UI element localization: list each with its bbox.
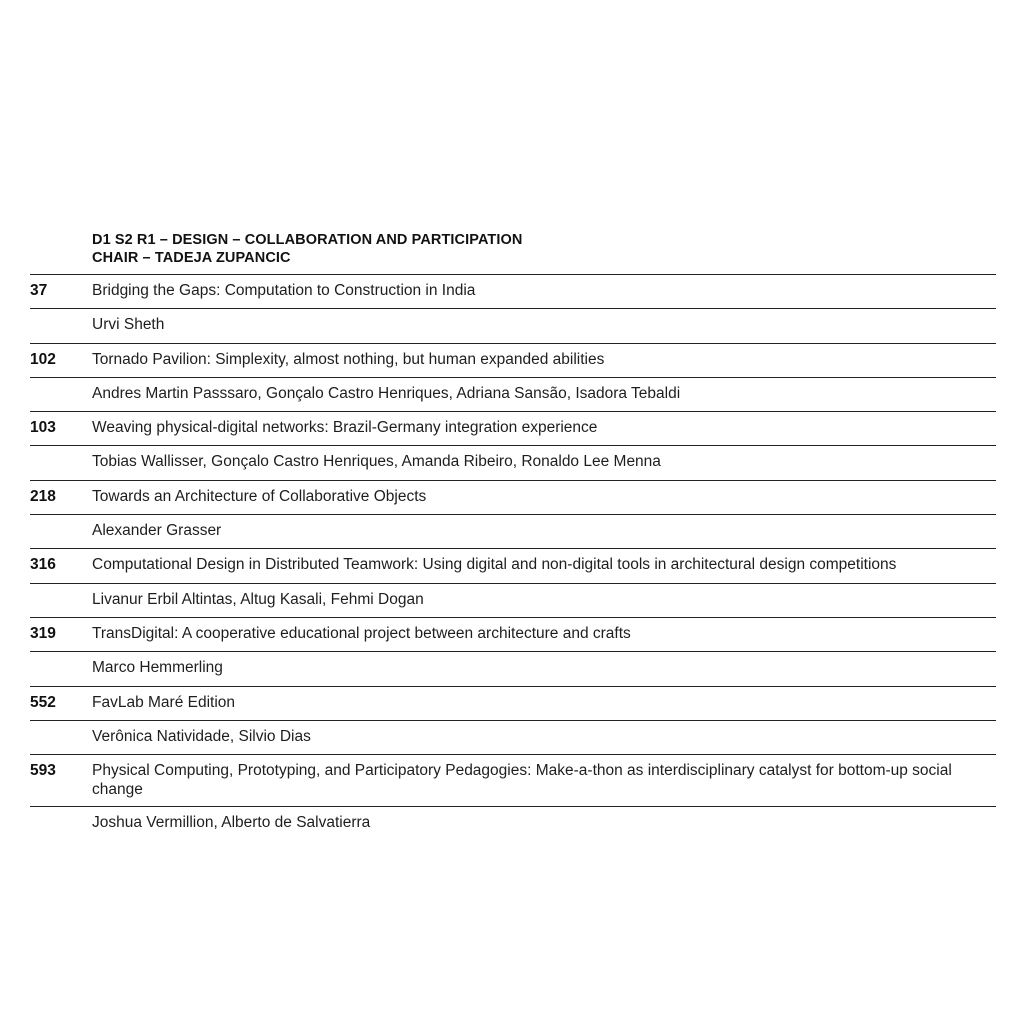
paper-authors: Joshua Vermillion, Alberto de Salvatierra	[92, 814, 371, 832]
paper-number: 218	[30, 487, 56, 505]
paper-number: 316	[30, 556, 56, 574]
paper-authors: Tobias Wallisser, Gonçalo Castro Henriques, Amanda Ribeiro, Ronaldo Lee Menna	[92, 453, 661, 471]
paper-authors-row	[30, 721, 996, 755]
paper-entry	[30, 549, 996, 618]
paper-entry	[30, 275, 996, 344]
paper-authors-row	[30, 584, 996, 618]
paper-title: Computational Design in Distributed Teamwork: Using digital and non-digital tools in architectural design competitions	[92, 556, 897, 574]
paper-list	[30, 275, 996, 841]
paper-title: TransDigital: A cooperative educational project between architecture and crafts	[92, 624, 631, 642]
paper-title-row	[30, 275, 996, 309]
paper-number: 319	[30, 624, 56, 642]
paper-title: FavLab Maré Edition	[92, 693, 236, 711]
paper-title: Tornado Pavilion: Simplexity, almost nothing, but human expanded abilities	[92, 350, 605, 368]
paper-authors: Livanur Erbil Altintas, Altug Kasali, Fehmi Dogan	[92, 590, 424, 608]
paper-entry	[30, 344, 996, 413]
session-chair: CHAIR – TADEJA ZUPANCIC	[92, 250, 291, 266]
paper-entry	[30, 687, 996, 756]
paper-title: Towards an Architecture of Collaborative Objects	[92, 487, 427, 505]
paper-authors-row	[30, 309, 996, 343]
paper-number: 593	[30, 762, 56, 780]
paper-number: 37	[30, 282, 48, 299]
paper-title-row	[30, 755, 996, 807]
paper-number: 103	[30, 419, 56, 437]
session-block	[30, 231, 996, 841]
paper-authors-row	[30, 446, 996, 480]
session-title: D1 S2 R1 – DESIGN – COLLABORATION AND PARTICIPATION	[92, 232, 523, 248]
paper-entry	[30, 755, 996, 841]
paper-entry	[30, 412, 996, 481]
paper-authors: Urvi Sheth	[92, 316, 165, 334]
paper-title-row	[30, 618, 996, 652]
paper-authors-row	[30, 515, 996, 549]
paper-title-row	[30, 412, 996, 446]
paper-title-row	[30, 687, 996, 721]
paper-authors-row	[30, 378, 996, 412]
paper-entry	[30, 481, 996, 550]
session-header	[30, 231, 996, 275]
paper-entry	[30, 618, 996, 687]
paper-title: Physical Computing, Prototyping, and Participatory Pedagogies: Make-a-thon as interdisciplinary catalyst for bottom-up social change	[92, 762, 952, 799]
paper-title: Bridging the Gaps: Computation to Construction in India	[92, 282, 476, 299]
paper-authors: Alexander Grasser	[92, 522, 222, 540]
paper-title-row	[30, 481, 996, 515]
paper-number: 552	[30, 693, 56, 711]
paper-authors-row	[30, 652, 996, 686]
paper-authors-row	[30, 807, 996, 841]
paper-authors: Marco Hemmerling	[92, 659, 223, 677]
paper-title-row	[30, 549, 996, 583]
paper-authors: Andres Martin Passsaro, Gonçalo Castro Henriques, Adriana Sansão, Isadora Tebaldi	[92, 384, 681, 402]
paper-authors: Verônica Natividade, Silvio Dias	[92, 727, 311, 745]
paper-number: 102	[30, 350, 56, 368]
paper-title-row	[30, 344, 996, 378]
paper-title: Weaving physical-digital networks: Brazil-Germany integration experience	[92, 419, 598, 437]
